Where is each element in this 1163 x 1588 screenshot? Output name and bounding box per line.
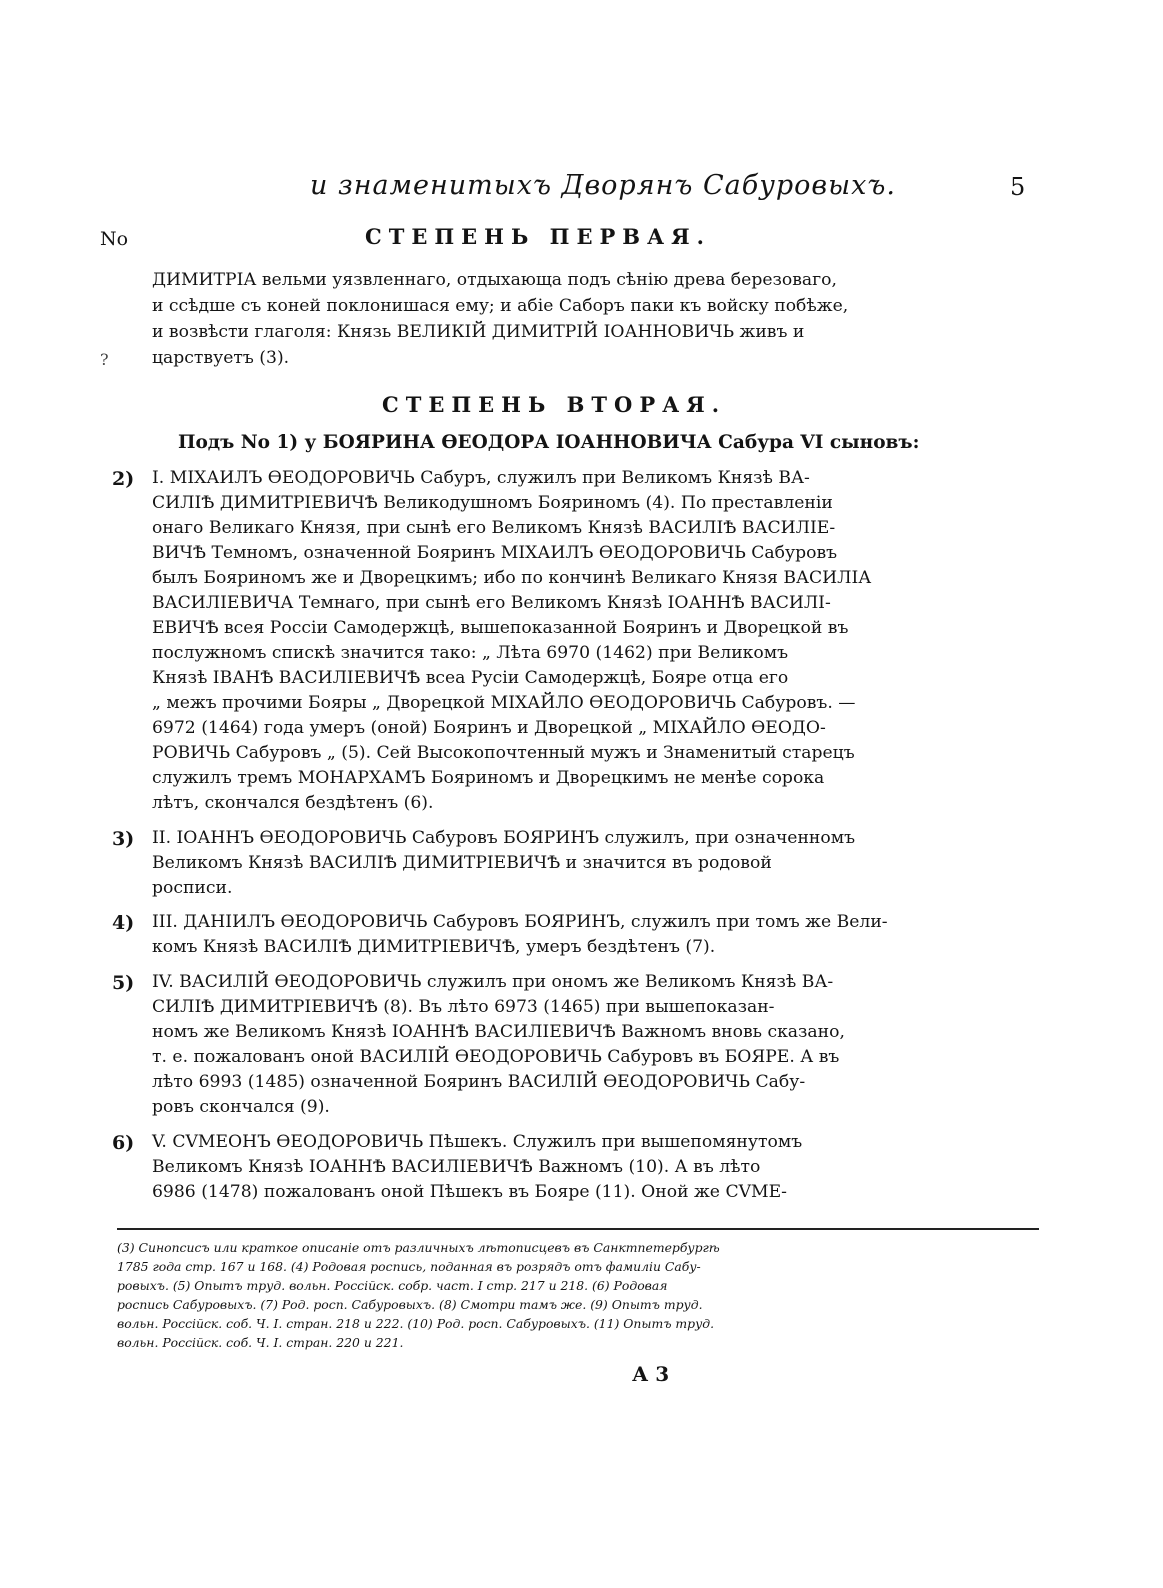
section-title-first: СТЕПЕНЬ ПЕРВАЯ. [365, 224, 711, 249]
text-line: Князѣ ІВАНѢ ВАСИЛІЕВИЧѢ всеа Русіи Самодержцѣ, Бояре отца его [152, 668, 789, 688]
text-line: ВАСИЛІЕВИЧА Темнаго, при сынѣ его Великомъ Князѣ ІОАННѢ ВАСИЛІ- [152, 593, 831, 613]
text-line: IV. ВАСИЛІЙ ѲЕОДОРОВИЧЬ служилъ при ономъ же Великомъ Князѣ ВА- [152, 972, 834, 992]
footnote-line: вольн. Россійск. соб. Ч. I. стран. 220 и 221. [117, 1335, 404, 1350]
entry-number: 3) [112, 828, 135, 850]
text-line: СИЛІѢ ДИМИТРІЕВИЧѢ Великодушномъ Бояриномъ (4). По преставленіи [152, 493, 833, 513]
text-line: былъ Бояриномъ же и Дворецкимъ; ибо по кончинѣ Великаго Князя ВАСИЛІА [152, 568, 872, 588]
footnote-line: 1785 года стр. 167 и 168. (4) Родовая роспись, поданная въ розрядъ отъ фамиліи Сабу- [117, 1259, 701, 1274]
page-number: 5 [1010, 173, 1026, 201]
entry-number: 2) [112, 468, 135, 490]
text-line: т. е. пожалованъ оной ВАСИЛІЙ ѲЕОДОРОВИЧЬ Сабуровъ въ БОЯРЕ. А въ [152, 1047, 840, 1067]
entry-number: 6) [112, 1132, 135, 1154]
section-title-second: СТЕПЕНЬ ВТОРАЯ. [382, 392, 727, 417]
footnote-line: роспись Сабуровыхъ. (7) Род. росп. Сабуровыхъ. (8) Смотри тамъ же. (9) Опытъ труд. [117, 1297, 703, 1312]
margin-mark: ? [100, 350, 109, 369]
column-label: No [100, 228, 129, 250]
text-line: комъ Князѣ ВАСИЛІѢ ДИМИТРІЕВИЧѢ, умеръ бездѣтенъ (7). [152, 937, 716, 957]
text-line: 6986 (1478) пожалованъ оной Пѣшекъ въ Бояре (11). Оной же СVМЕ- [152, 1182, 787, 1202]
section-intro: Подъ No 1) у БОЯРИНА ѲЕОДОРА ІОАННОВИЧА Сабура VI сыновъ: [178, 432, 920, 453]
text-line: V. СVМЕОНЪ ѲЕОДОРОВИЧЬ Пѣшекъ. Служилъ при вышепомянутомъ [152, 1132, 803, 1152]
text-line: II. ІОАННЪ ѲЕОДОРОВИЧЬ Сабуровъ БОЯРИНЪ служилъ, при означенномъ [152, 828, 856, 848]
footnote-line: (3) Синопсисъ или краткое описаніе отъ различныхъ лѣтописцевъ въ Санктпетербургѣ [117, 1240, 720, 1255]
footnote-line: вольн. Россійск. соб. Ч. I. стран. 218 и 222. (10) Род. росп. Сабуровыхъ. (11) Опытъ труд. [117, 1316, 715, 1331]
signature-mark: А 3 [632, 1362, 670, 1386]
text-line: служилъ тремъ МОНАРХАМЪ Бояриномъ и Дворецкимъ не менѣе сорока [152, 768, 825, 788]
text-line: СИЛІѢ ДИМИТРІЕВИЧѢ (8). Въ лѣто 6973 (1465) при вышепоказан- [152, 997, 775, 1017]
text-line: III. ДАНІИЛЪ ѲЕОДОРОВИЧЬ Сабуровъ БОЯРИНЪ, служилъ при томъ же Вели- [152, 912, 888, 932]
entry-number: 4) [112, 912, 135, 934]
text-line: царствуетъ (3). [152, 348, 290, 368]
text-line: и ссѣдше съ коней поклонишася ему; и абіе Саборъ паки къ войску побѣже, [152, 296, 849, 316]
text-line: ровъ скончался (9). [152, 1097, 330, 1117]
text-line: ЕВИЧѢ всея Россіи Самодержцѣ, вышепоказанной Бояринъ и Дворецкой въ [152, 618, 849, 638]
footnote-line: ровыхъ. (5) Опытъ труд. вольн. Россійск. собр. част. I стр. 217 и 218. (6) Родовая [117, 1278, 668, 1293]
text-line: онаго Великаго Князя, при сынѣ его Великомъ Князѣ ВАСИЛІѢ ВАСИЛІЕ- [152, 518, 836, 538]
text-line: и возвѣсти глаголя: Князь ВЕЛИКІЙ ДИМИТРІЙ ІОАННОВИЧЬ живъ и [152, 322, 805, 342]
text-line: послужномъ спискѣ значится тако: „ Лѣта 6970 (1462) при Великомъ [152, 643, 789, 663]
footnote-divider [117, 1228, 1039, 1230]
text-line: росписи. [152, 878, 233, 898]
text-line: I. МІХАИЛЪ ѲЕОДОРОВИЧЬ Сабуръ, служилъ при Великомъ Князѣ ВА- [152, 468, 810, 488]
text-line: ВИЧѢ Темномъ, означенной Бояринъ МІХАИЛЪ ѲЕОДОРОВИЧЬ Сабуровъ [152, 543, 838, 563]
text-line: 6972 (1464) года умеръ (оной) Бояринъ и Дворецкой „ МІХАЙЛО ѲЕОДО- [152, 718, 826, 738]
text-line: Великомъ Князѣ ВАСИЛІѢ ДИМИТРІЕВИЧѢ и значится въ родовой [152, 853, 772, 873]
text-line: ДИМИТРІА вельми уязвленнаго, отдыхающа подъ сѣнію древа березоваго, [152, 270, 837, 290]
entry-number: 5) [112, 972, 135, 994]
running-title: и знаменитыхъ Дворянъ Сабуровыхъ. [310, 170, 896, 201]
text-line: Великомъ Князѣ ІОАННѢ ВАСИЛІЕВИЧѢ Важномъ (10). А въ лѣто [152, 1157, 761, 1177]
text-line: РОВИЧЬ Сабуровъ „ (5). Сей Высокопочтенный мужъ и Знаменитый старецъ [152, 743, 855, 763]
text-line: лѣтъ, скончался бездѣтенъ (6). [152, 793, 434, 813]
text-line: номъ же Великомъ Князѣ ІОАННѢ ВАСИЛІЕВИЧѢ Важномъ вновь сказано, [152, 1022, 845, 1042]
text-line: лѣто 6993 (1485) означенной Бояринъ ВАСИЛІЙ ѲЕОДОРОВИЧЬ Сабу- [152, 1072, 806, 1092]
text-line: „ межъ прочими Бояры „ Дворецкой МІХАЙЛО ѲЕОДОРОВИЧЬ Сабуровъ. — [152, 693, 856, 713]
